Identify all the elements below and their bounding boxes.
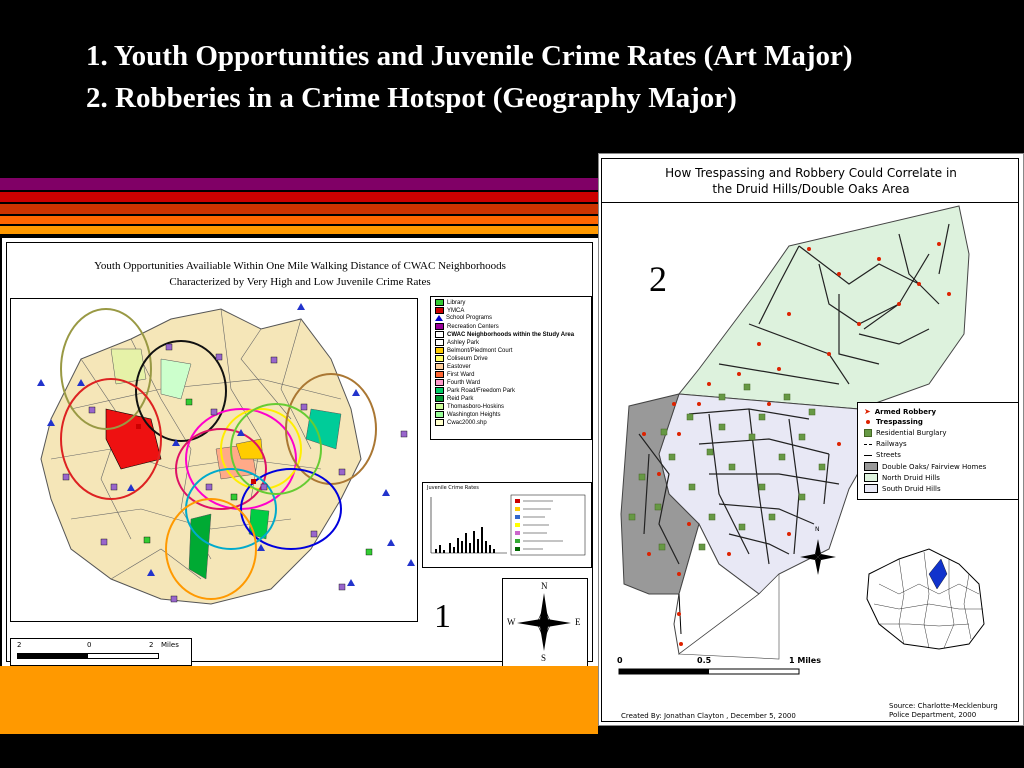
scale-bar bbox=[10, 638, 192, 666]
map2-title-line-2: the Druid Hills/Double Oaks Area bbox=[712, 182, 910, 196]
scale2-label-0: 0 bbox=[617, 656, 623, 665]
swatch-icon bbox=[435, 411, 444, 418]
legend-label: Fourth Ward bbox=[447, 379, 481, 386]
compass-s: S bbox=[541, 653, 547, 663]
stripe-light-orange bbox=[0, 226, 598, 234]
legend-item-streets bbox=[864, 451, 901, 459]
legend-label: Eastover bbox=[447, 363, 471, 370]
legend-label: Ashley Park bbox=[447, 339, 480, 346]
legend-item-recreation-centers bbox=[435, 323, 499, 330]
stripe-purple bbox=[0, 178, 598, 190]
stripe-dark-orange bbox=[0, 204, 598, 214]
burglary-icon bbox=[864, 429, 872, 437]
legend-nb-2 bbox=[435, 355, 488, 362]
orange-band bbox=[0, 666, 598, 734]
legend-label: Double Oaks/ Fairview Homes bbox=[882, 462, 987, 471]
legend-nb-1 bbox=[435, 347, 512, 354]
swatch-icon bbox=[435, 371, 444, 378]
legend-nb-5 bbox=[435, 379, 480, 386]
slide-title-line-2: 2. Robberies in a Crime Hotspot (Geography Major) bbox=[86, 82, 737, 114]
compass-n: N bbox=[541, 581, 548, 591]
legend-label: Trespassing bbox=[876, 418, 923, 426]
swatch-icon bbox=[435, 339, 444, 346]
legend-heading bbox=[435, 331, 574, 338]
legend-item-double-oaks bbox=[864, 462, 986, 471]
map2-legend bbox=[857, 402, 1019, 500]
library-icon bbox=[435, 299, 444, 306]
legend-nb-7 bbox=[435, 395, 473, 402]
neighborhood-map bbox=[10, 298, 418, 622]
map2-source-line-1: Source: Charlotte-Mecklenburg bbox=[889, 702, 998, 710]
scale2-label-mid: 0.5 bbox=[697, 656, 712, 665]
compass-w: W bbox=[507, 617, 516, 627]
legend-label: Park Road/Freedom Park bbox=[447, 387, 516, 394]
swatch-icon bbox=[435, 347, 444, 354]
map1-number-label: 1 bbox=[434, 598, 451, 635]
compass-2-n: N bbox=[815, 526, 820, 533]
legend-nb-8 bbox=[435, 403, 504, 410]
scale-label-right: 2 bbox=[149, 641, 154, 649]
map2-credit: Created By: Jonathan Clayton , December 5, 2000 bbox=[621, 712, 796, 720]
legend-label: Residential Burglary bbox=[876, 429, 947, 437]
legend-item-residential-burglary bbox=[864, 429, 946, 437]
legend-nb-4 bbox=[435, 371, 474, 378]
legend-nb-3 bbox=[435, 363, 471, 370]
dot-icon bbox=[866, 420, 870, 424]
legend-label: Cwac2000.shp bbox=[447, 419, 487, 426]
scale-label-mid: 0 bbox=[87, 641, 92, 649]
scale-bar-graphic bbox=[17, 653, 159, 659]
compass-rose bbox=[502, 578, 588, 666]
map1-title-line-1: Youth Opportunities Availiable Within One Mile Walking Distance of CWAC Neighborhoods bbox=[94, 260, 506, 272]
neighborhood-map-svg bbox=[11, 299, 417, 621]
stripe-red bbox=[0, 192, 598, 202]
school-icon bbox=[435, 315, 443, 321]
map2-title-line-1: How Trespassing and Robbery Could Correlate in bbox=[665, 166, 957, 180]
legend-nb-10 bbox=[435, 419, 487, 426]
scale-label-left: 2 bbox=[17, 641, 22, 649]
legend-label: YMCA bbox=[447, 307, 465, 314]
neighborhood-icon bbox=[435, 331, 444, 338]
compass-e: E bbox=[575, 617, 581, 627]
railway-icon bbox=[864, 444, 872, 445]
swatch-icon bbox=[864, 462, 878, 471]
ymca-icon bbox=[435, 307, 444, 314]
map1-title-line-2: Characterized by Very High and Low Juvenile Crime Rates bbox=[169, 276, 431, 288]
legend-label: North Druid Hills bbox=[882, 473, 940, 482]
scale-unit: Miles bbox=[161, 641, 179, 649]
legend-heading-label: CWAC Neighborhoods within the Study Area bbox=[447, 331, 575, 338]
map-panel-robberies bbox=[598, 153, 1024, 726]
chart-caption: Juvenile Crime Rates bbox=[427, 485, 479, 491]
swatch-icon bbox=[435, 379, 444, 386]
legend-label: School Programs bbox=[446, 315, 493, 321]
legend-label: Reid Park bbox=[447, 395, 474, 402]
legend-label: Railways bbox=[876, 440, 907, 448]
stripe-orange bbox=[0, 216, 598, 224]
legend-label: Recreation Centers bbox=[447, 323, 499, 330]
arrow-icon: ➤ bbox=[864, 407, 871, 416]
legend-nb-9 bbox=[435, 411, 500, 418]
swatch-icon bbox=[435, 355, 444, 362]
swatch-icon bbox=[435, 395, 444, 402]
scale2-label-end: 1 Miles bbox=[789, 656, 821, 665]
juvenile-crime-chart bbox=[422, 482, 592, 568]
legend-label: Thomasboro-Hoskins bbox=[447, 403, 505, 410]
legend-label: First Ward bbox=[447, 371, 475, 378]
legend-item-ymca bbox=[435, 307, 464, 314]
legend-label: South Druid Hills bbox=[882, 484, 941, 493]
swatch-icon bbox=[864, 484, 878, 493]
swatch-icon bbox=[864, 473, 878, 482]
legend-label: Library bbox=[447, 299, 466, 306]
swatch-icon bbox=[435, 363, 444, 370]
recreation-icon bbox=[435, 323, 444, 330]
legend-item-railways bbox=[864, 440, 907, 448]
map2-number-label: 2 bbox=[649, 259, 667, 299]
map-panel-youth-opportunities bbox=[2, 238, 598, 666]
swatch-icon bbox=[435, 419, 444, 426]
legend-label: Streets bbox=[876, 451, 901, 459]
legend-item-school-programs bbox=[435, 315, 492, 321]
legend-item-library bbox=[435, 299, 465, 306]
legend-label: Armed Robbery bbox=[874, 407, 937, 416]
map1-legend bbox=[430, 296, 592, 440]
swatch-icon bbox=[435, 403, 444, 410]
legend-nb-6 bbox=[435, 387, 515, 394]
swatch-icon bbox=[435, 387, 444, 394]
legend-item-trespassing bbox=[864, 418, 923, 426]
legend-item-armed-robbery bbox=[864, 407, 936, 416]
legend-item-north-druid-hills bbox=[864, 473, 940, 482]
legend-label: Coliseum Drive bbox=[447, 355, 488, 362]
chart-svg bbox=[423, 483, 589, 565]
slide-title-line-1: 1. Youth Opportunities and Juvenile Crime Rates (Art Major) bbox=[86, 40, 853, 72]
legend-item-south-druid-hills bbox=[864, 484, 941, 493]
legend-nb-0 bbox=[435, 339, 479, 346]
legend-label: Washington Heights bbox=[447, 411, 501, 418]
legend-label: Belmont/Piedmont Court bbox=[447, 347, 513, 354]
street-icon bbox=[864, 455, 872, 456]
map2-source-line-2: Police Department, 2000 bbox=[889, 711, 977, 719]
